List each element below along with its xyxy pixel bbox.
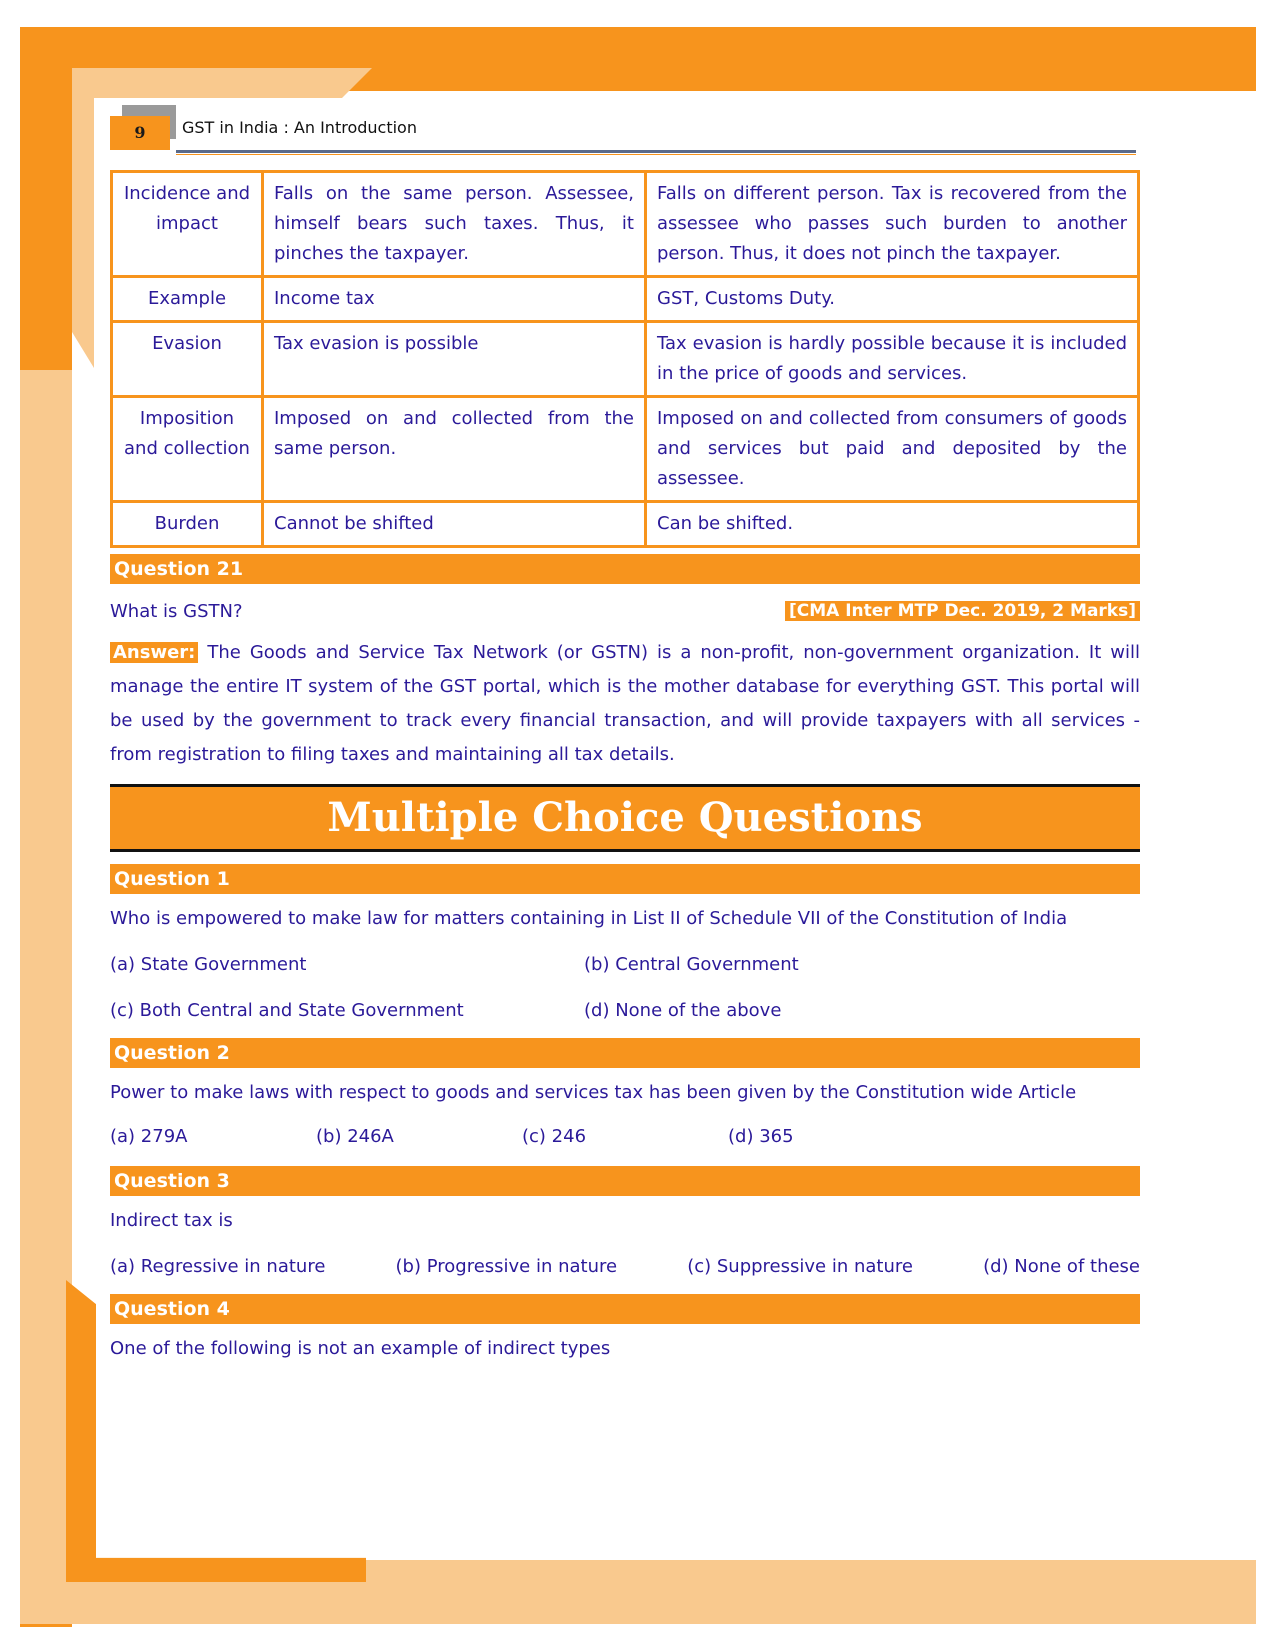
mcq-2-question: Power to make laws with respect to goods and services tax has been given by the Constitution wide Article — [110, 1082, 1077, 1103]
answer-21-text: The Goods and Service Tax Network (or GSTN) is a non-profit, non-government organization. It will manage the entire IT system of the GST portal, which is the mother database for everything GST. This portal will be used by the government to track every financial transaction, and will provide taxpayers with all services - from registration to filing taxes and maintaining all tax details. — [110, 642, 1140, 765]
row-label: Evasion — [112, 322, 263, 397]
running-header-title: GST in India : An Introduction — [182, 118, 417, 137]
mcq-1-option-c: (c) Both Central and State Government — [110, 1000, 464, 1021]
table-row — [112, 502, 1139, 547]
indirect-tax-cell: Imposed on and collected from consumers of goods and services but paid and deposited by the assessee. — [646, 397, 1139, 502]
mcq-2-heading: Question 2 — [110, 1038, 1140, 1068]
direct-tax-cell: Cannot be shifted — [263, 502, 646, 547]
page-content — [110, 170, 1140, 1366]
frame-inner-left-accent — [72, 68, 94, 368]
frame-left-light-band — [20, 370, 72, 1620]
mcq-3-option-c: (c) Suppressive in nature — [687, 1256, 913, 1277]
mcq-1-options-row-2 — [110, 994, 1140, 1028]
mcq-1-option-b: (b) Central Government — [584, 954, 799, 975]
row-label: Incidence and impact — [112, 172, 263, 277]
mcq-4-question: One of the following is not an example of indirect types — [110, 1338, 611, 1359]
mcq-2-options — [110, 1120, 1140, 1154]
indirect-tax-cell: Can be shifted. — [646, 502, 1139, 547]
row-label: Burden — [112, 502, 263, 547]
question-21-line — [110, 594, 1140, 628]
indirect-tax-cell: Falls on different person. Tax is recovered from the assessee who passes such burden to another person. Thus, it does not pinch the taxpayer. — [646, 172, 1139, 277]
table-row — [112, 322, 1139, 397]
question-21-heading: Question 21 — [110, 554, 1140, 584]
direct-tax-cell: Income tax — [263, 277, 646, 322]
mcq-2-option-b: (b) 246A — [316, 1126, 394, 1147]
header-rule-accent — [176, 154, 1136, 155]
table-row — [112, 277, 1139, 322]
mcq-1-heading: Question 1 — [110, 864, 1140, 894]
page-number: 9 — [110, 116, 170, 150]
mcq-1-question: Who is empowered to make law for matters containing in List II of Schedule VII of the Constitution of India — [110, 908, 1068, 929]
mcq-2-option-a: (a) 279A — [110, 1126, 188, 1147]
header-rule — [176, 150, 1136, 153]
indirect-tax-cell: GST, Customs Duty. — [646, 277, 1139, 322]
direct-tax-cell: Tax evasion is possible — [263, 322, 646, 397]
mcq-3-heading: Question 3 — [110, 1166, 1140, 1196]
table-row — [112, 397, 1139, 502]
direct-tax-cell: Imposed on and collected from the same person. — [263, 397, 646, 502]
mcq-3-option-d: (d) None of these — [983, 1256, 1140, 1277]
mcq-1-options-row-1 — [110, 948, 1140, 982]
mcq-3-option-b: (b) Progressive in nature — [395, 1256, 618, 1277]
mcq-3-option-a: (a) Regressive in nature — [110, 1256, 326, 1277]
answer-label: Answer: — [110, 642, 198, 663]
row-label: Example — [112, 277, 263, 322]
mcq-section-banner: Multiple Choice Questions — [110, 784, 1140, 852]
mcq-2-option-d: (d) 365 — [728, 1126, 794, 1147]
exam-reference-tag: [CMA Inter MTP Dec. 2019, 2 Marks] — [785, 601, 1140, 621]
comparison-table — [110, 170, 1140, 548]
mcq-2-option-c: (c) 246 — [522, 1126, 587, 1147]
table-row — [112, 172, 1139, 277]
question-21-text: What is GSTN? — [110, 600, 243, 622]
answer-21-paragraph — [110, 636, 1140, 772]
mcq-1-option-d: (d) None of the above — [584, 1000, 782, 1021]
indirect-tax-cell: Tax evasion is hardly possible because it is included in the price of goods and services. — [646, 322, 1139, 397]
row-label: Imposition and collection — [112, 397, 263, 502]
frame-inner-top-accent — [72, 68, 372, 98]
direct-tax-cell: Falls on the same person. Assessee, himself bears such taxes. Thus, it pinches the taxpayer. — [263, 172, 646, 277]
mcq-3-options — [110, 1250, 1140, 1284]
mcq-3-question: Indirect tax is — [110, 1210, 233, 1231]
mcq-4-heading: Question 4 — [110, 1294, 1140, 1324]
mcq-1-option-a: (a) State Government — [110, 954, 307, 975]
